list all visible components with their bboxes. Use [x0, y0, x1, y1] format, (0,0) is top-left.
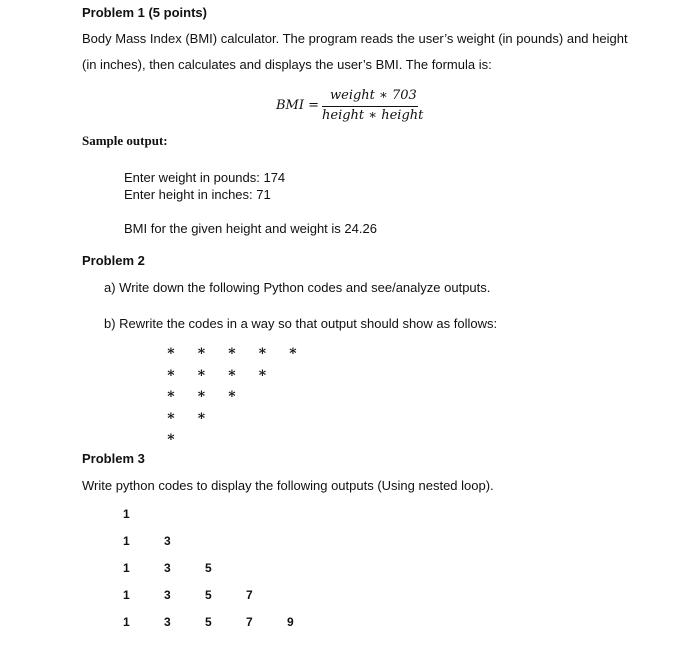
problem-2-item-a: a) Write down the following Python codes and see/analyze outputs. — [104, 280, 491, 295]
star: ∗ — [227, 343, 237, 359]
problem-1-title: Problem 1 (5 points) — [82, 5, 207, 20]
sample-output-label: Sample output: — [82, 133, 168, 148]
star: ∗ — [257, 343, 268, 359]
star: ∗ — [166, 429, 176, 445]
star: ∗ — [227, 386, 237, 402]
star: ∗ — [227, 364, 237, 381]
pattern-number: 3 — [164, 534, 171, 548]
star: ∗ — [257, 364, 268, 381]
pattern-number: 7 — [246, 615, 253, 629]
sample-output-line-3: BMI for the given height and weight is 24.26 — [124, 221, 377, 236]
pattern-number: 3 — [164, 561, 171, 575]
sample-output-line-1: Enter weight in pounds: 174 — [124, 170, 286, 185]
pattern-number: 7 — [246, 588, 253, 602]
star: ∗ — [166, 386, 176, 402]
star: ∗ — [166, 343, 176, 359]
pattern-number: 1 — [123, 507, 130, 521]
problem-3-title: Problem 3 — [82, 451, 145, 466]
formula-lhs: BMI = — [276, 98, 320, 113]
pattern-number: 3 — [164, 588, 171, 602]
pattern-number: 5 — [205, 588, 212, 602]
problem-1-description-line-2: (in inches), then calculates and displays the user’s BMI. The formula is: — [82, 57, 492, 72]
pattern-number: 3 — [164, 615, 171, 629]
star: ∗ — [196, 407, 207, 424]
formula-denominator: height ∗ height — [322, 108, 424, 123]
star: ∗ — [166, 407, 176, 424]
pattern-number: 1 — [123, 615, 130, 629]
problem-3-instruction: Write python codes to display the following outputs (Using nested loop). — [82, 478, 494, 493]
sample-output-line-2: Enter height in inches: 71 — [124, 187, 271, 202]
problem-1-description-line-1: Body Mass Index (BMI) calculator. The program reads the user’s weight (in pounds) and height — [82, 31, 628, 46]
pattern-number: 1 — [123, 534, 130, 548]
problem-2-title: Problem 2 — [82, 253, 145, 268]
formula-numerator: weight ∗ 703 — [330, 88, 417, 103]
pattern-number: 1 — [123, 561, 130, 575]
formula-fraction-line — [322, 106, 418, 107]
pattern-number: 5 — [205, 615, 212, 629]
pattern-number: 9 — [287, 615, 294, 629]
star: ∗ — [196, 343, 207, 359]
pattern-number: 5 — [205, 561, 212, 575]
star: ∗ — [288, 343, 298, 359]
star: ∗ — [196, 386, 207, 402]
star: ∗ — [196, 364, 207, 381]
star: ∗ — [166, 364, 176, 381]
problem-2-item-b: b) Rewrite the codes in a way so that output should show as follows: — [104, 316, 498, 331]
pattern-number: 1 — [123, 588, 130, 602]
